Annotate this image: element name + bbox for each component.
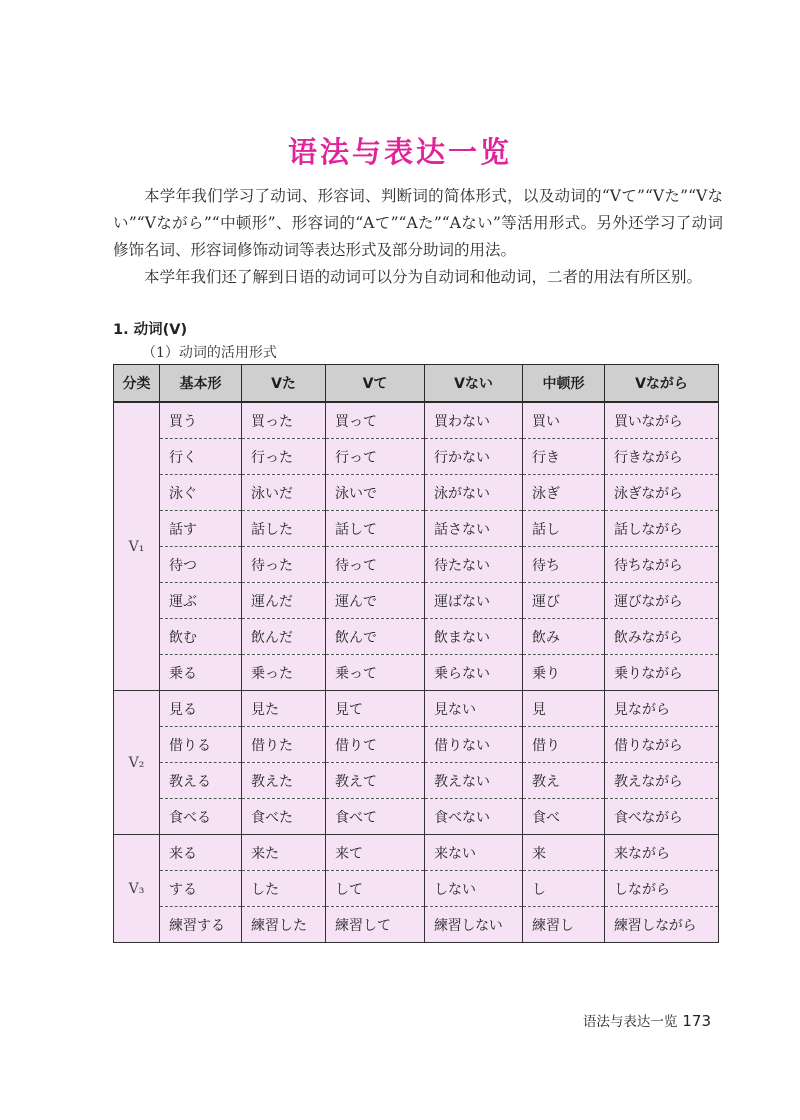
column-header: Vた [242,365,326,403]
table-cell: 買いながら [605,402,719,439]
table-cell: 買い [523,402,605,439]
table-cell: 来ながら [605,835,719,871]
table-cell: して [326,871,425,907]
table-cell: 来た [242,835,326,871]
table-cell: 教えて [326,763,425,799]
table-cell: 教えながら [605,763,719,799]
table-cell: 乗らない [425,655,523,691]
column-header: 分类 [114,365,160,403]
table-cell: し [523,871,605,907]
table-cell: 行きながら [605,439,719,475]
table-cell: 練習した [242,907,326,943]
subsection-heading: （1）动词的活用形式 [142,345,277,361]
page-footer [583,1010,711,1030]
table-cell: 泳ぎながら [605,475,719,511]
column-header: Vて [326,365,425,403]
header-row [114,365,719,403]
table-cell: 買った [242,402,326,439]
table-row [114,727,719,763]
column-header: Vながら [605,365,719,403]
table-cell: 待って [326,547,425,583]
column-header: Vない [425,365,523,403]
running-title: 语法与表达一览 [582,1014,678,1030]
table-cell: 借り [523,727,605,763]
column-header: 基本形 [160,365,242,403]
intro-paragraph: 本学年我们还了解到日语的动词可以分为自动词和他动词，二者的用法有所区别。 [144,268,703,286]
page-number: 173 [682,1012,711,1030]
table-cell: 練習し [523,907,605,943]
verb-group-label: V₂ [114,691,160,835]
table-cell: 見て [326,691,425,727]
table-cell: 来ない [425,835,523,871]
table-cell: 行き [523,439,605,475]
table-cell: 食べない [425,799,523,835]
table-cell: 乗った [242,655,326,691]
table-cell: 来る [160,835,242,871]
table-cell: する [160,871,242,907]
conjugation-table [113,364,719,943]
table-cell: 泳いで [326,475,425,511]
table-cell: 借りて [326,727,425,763]
table-cell: 見 [523,691,605,727]
table-body [114,402,719,943]
table-cell: 買わない [425,402,523,439]
verb-group-label: V₁ [114,402,160,691]
table-cell: 行って [326,439,425,475]
table-row [114,799,719,835]
table-cell: 運んだ [242,583,326,619]
table-cell: 話して [326,511,425,547]
table-cell: 行った [242,439,326,475]
table-row [114,619,719,655]
table-cell: 借りながら [605,727,719,763]
intro-paragraph: 本学年我们学习了动词、形容词、判断词的简体形式，以及动词的“Vて”“Vた”“Vない”“Vながら”“中顿形”、形容词的“Aて”“Aた”“Aない”等活用形式。另外还学习了动词修饰名词、形容词修饰动词等表达形式及部分助词的用法。 [113,187,723,259]
table-cell: 借りない [425,727,523,763]
table-row [114,871,719,907]
page-title: 语法与表达一览 [287,135,512,169]
intro-text [113,183,723,291]
table-cell: 待った [242,547,326,583]
table-cell: 運ばない [425,583,523,619]
table-cell: 来て [326,835,425,871]
table-cell: 話した [242,511,326,547]
table-cell: 運び [523,583,605,619]
table-cell: 話さない [425,511,523,547]
table-cell: 食べる [160,799,242,835]
table-cell: 飲み [523,619,605,655]
table-row [114,691,719,727]
table-cell: 泳いだ [242,475,326,511]
table-cell: 練習して [326,907,425,943]
table-row [114,583,719,619]
table-row [114,763,719,799]
table-cell: しながら [605,871,719,907]
table-cell: 待ちながら [605,547,719,583]
table-cell: 飲まない [425,619,523,655]
table-cell: 見る [160,691,242,727]
table-cell: 飲んで [326,619,425,655]
table-cell: 運びながら [605,583,719,619]
table-cell: 泳ぐ [160,475,242,511]
table-cell: 話し [523,511,605,547]
table-cell: 食べて [326,799,425,835]
table-cell: 来 [523,835,605,871]
table-row [114,511,719,547]
table-cell: 練習する [160,907,242,943]
table-cell: 乗りながら [605,655,719,691]
table-cell: 食べながら [605,799,719,835]
table-row [114,655,719,691]
table-cell: 待つ [160,547,242,583]
table-row [114,835,719,871]
table-cell: 行く [160,439,242,475]
table-cell: 見ない [425,691,523,727]
table-cell: 待ち [523,547,605,583]
table-cell: 飲む [160,619,242,655]
table-header [114,365,719,403]
verb-group-label: V₃ [114,835,160,943]
table-row [114,439,719,475]
table-cell: 運んで [326,583,425,619]
table-cell: 話す [160,511,242,547]
table-cell: 泳ぎ [523,475,605,511]
table-cell: 運ぶ [160,583,242,619]
table-cell: 乗る [160,655,242,691]
table-cell: 乗って [326,655,425,691]
table-cell: 練習しない [425,907,523,943]
table-cell: 飲みながら [605,619,719,655]
table-cell: 飲んだ [242,619,326,655]
table-row [114,547,719,583]
table-cell: 借りた [242,727,326,763]
table-cell: 食べた [242,799,326,835]
table-cell: 教えない [425,763,523,799]
table-cell: 借りる [160,727,242,763]
column-header: 中顿形 [523,365,605,403]
table-cell: 買って [326,402,425,439]
table-cell: 行かない [425,439,523,475]
table-cell: 待たない [425,547,523,583]
table-row [114,475,719,511]
table-cell: 教えた [242,763,326,799]
table-cell: 話しながら [605,511,719,547]
table-cell: 乗り [523,655,605,691]
table-cell: 練習しながら [605,907,719,943]
table-row [114,402,719,439]
table-cell: 食べ [523,799,605,835]
table-cell: した [242,871,326,907]
table-cell: 見た [242,691,326,727]
table-cell: 泳がない [425,475,523,511]
section-heading: 1. 动词(V) [113,322,188,338]
table-cell: 教え [523,763,605,799]
table-cell: 見ながら [605,691,719,727]
table-cell: しない [425,871,523,907]
table-cell: 買う [160,402,242,439]
table-cell: 教える [160,763,242,799]
table-row [114,907,719,943]
